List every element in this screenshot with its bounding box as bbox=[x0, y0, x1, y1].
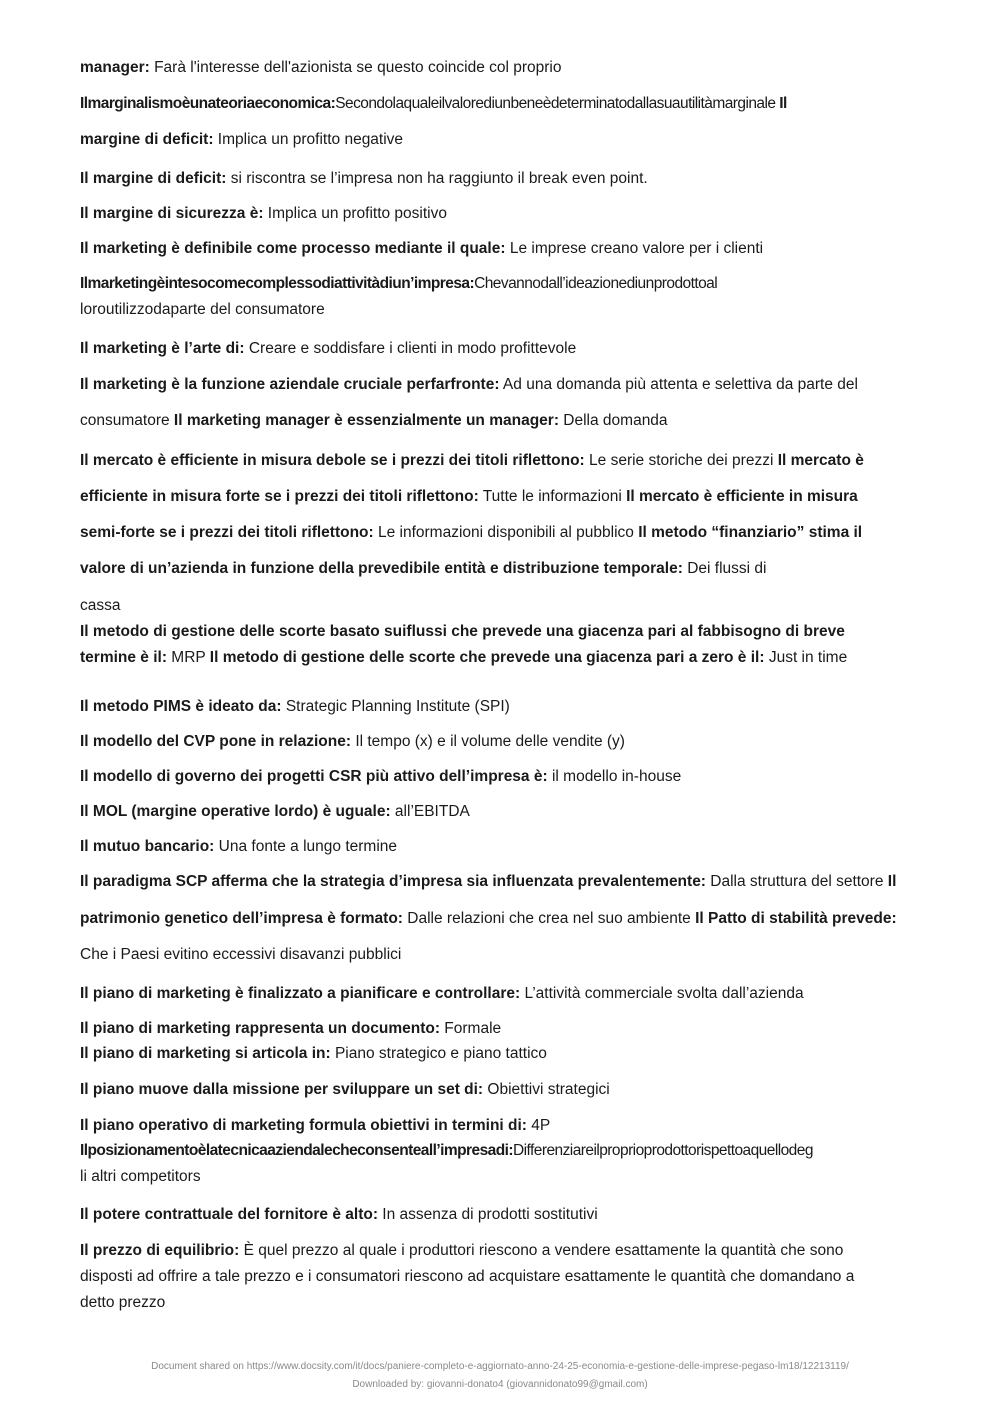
text-line bbox=[80, 1116, 920, 1136]
question-text: Il prezzo di equilibrio: bbox=[80, 1242, 240, 1259]
question-text: Il piano di marketing è finalizzato a pianificare e controllare: bbox=[80, 985, 521, 1002]
text-line bbox=[80, 622, 920, 642]
text-line bbox=[80, 1293, 920, 1313]
answer-text: Le imprese creano valore per i clienti bbox=[505, 240, 764, 257]
question-text: Il metodo di gestione delle scorte che prevede una giacenza pari a zero è il: bbox=[209, 649, 765, 666]
text-line bbox=[80, 300, 920, 320]
text-line bbox=[80, 274, 920, 294]
answer-text: Obiettivi strategici bbox=[483, 1081, 610, 1098]
question-text: Il mutuo bancario: bbox=[80, 838, 215, 855]
answer-text: detto prezzo bbox=[80, 1294, 166, 1311]
question-text: Il piano di marketing si articola in: bbox=[80, 1045, 331, 1062]
answer-text: Chevannodall’ideazionediunprodottoal bbox=[474, 275, 718, 292]
question-text: Il marketing manager è essenzialmente un manager: bbox=[173, 412, 559, 429]
answer-text: Le informazioni disponibili al pubblico bbox=[373, 524, 639, 541]
question-text: Il margine di sicurezza è: bbox=[80, 205, 264, 222]
text-line bbox=[80, 239, 920, 259]
answer-text: Dalla struttura del settore bbox=[705, 873, 888, 890]
question-text: Il modello del CVP pone in relazione: bbox=[80, 733, 352, 750]
answer-text: Implica un profitto positivo bbox=[263, 205, 447, 222]
answer-text: si riscontra se l’impresa non ha raggiunto il break even point. bbox=[226, 170, 648, 187]
question-text: patrimonio genetico dell’impresa è formato: bbox=[80, 910, 403, 927]
answer-text: loroutilizzodaparte del consumatore bbox=[80, 301, 325, 318]
text-line bbox=[80, 1044, 920, 1064]
question-text: Il potere contrattuale del fornitore è alto: bbox=[80, 1206, 378, 1223]
answer-text: Creare e soddisfare i clienti in modo profittevole bbox=[244, 340, 577, 357]
answer-text: MRP bbox=[167, 649, 210, 666]
text-line bbox=[80, 1141, 920, 1161]
question-text: Il marketing è l’arte di: bbox=[80, 340, 245, 357]
answer-text: li altri competitors bbox=[80, 1168, 201, 1185]
question-text: efficiente in misura forte se i prezzi dei titoli riflettono: bbox=[80, 488, 479, 505]
text-line bbox=[80, 767, 920, 787]
answer-text: Tutte le informazioni bbox=[478, 488, 627, 505]
answer-text: Le serie storiche dei prezzi bbox=[584, 452, 778, 469]
question-text: Ilmarketingèintesocomecomplessodiattivitàdiun’impresa: bbox=[80, 275, 475, 292]
question-text: Il piano operativo di marketing formula obiettivi in termini di: bbox=[80, 1117, 527, 1134]
question-text: Il bbox=[887, 873, 897, 890]
text-line bbox=[80, 94, 920, 114]
answer-text: Dalle relazioni che crea nel suo ambiente bbox=[402, 910, 696, 927]
text-line bbox=[80, 732, 920, 752]
question-text: Il margine di deficit: bbox=[80, 170, 227, 187]
answer-text: Piano strategico e piano tattico bbox=[330, 1045, 547, 1062]
answer-text: Una fonte a lungo termine bbox=[214, 838, 398, 855]
text-line bbox=[80, 909, 920, 929]
text-line bbox=[80, 204, 920, 224]
text-line bbox=[80, 1019, 920, 1039]
text-line bbox=[80, 872, 920, 892]
answer-text: Ad una domanda più attenta e selettiva da parte del bbox=[499, 376, 858, 393]
question-text: Il modello di governo dei progetti CSR più attivo dell’impresa è: bbox=[80, 768, 548, 785]
text-line bbox=[80, 1267, 920, 1287]
answer-text: all’EBITDA bbox=[390, 803, 470, 820]
question-text: Il mercato è efficiente in misura bbox=[626, 488, 858, 505]
text-line bbox=[80, 375, 920, 395]
text-line bbox=[80, 451, 920, 471]
question-text: Il piano di marketing rappresenta un documento: bbox=[80, 1020, 440, 1037]
question-text: Ilmarginalismoèunateoriaeconomica: bbox=[80, 95, 336, 112]
text-line bbox=[80, 984, 920, 1004]
answer-text: Just in time bbox=[764, 649, 848, 666]
text-line bbox=[80, 169, 920, 189]
text-line bbox=[80, 1080, 920, 1100]
question-text: Il mercato è bbox=[777, 452, 864, 469]
question-text: Il bbox=[779, 95, 787, 112]
answer-text: Il tempo (x) e il volume delle vendite (y) bbox=[351, 733, 625, 750]
question-text: Il Patto di stabilità prevede: bbox=[695, 910, 897, 927]
answer-text: cassa bbox=[80, 597, 121, 614]
question-text: Il paradigma SCP afferma che la strategia d’impresa sia influenzata prevalentemente: bbox=[80, 873, 706, 890]
text-line bbox=[80, 802, 920, 822]
text-line bbox=[80, 648, 920, 668]
question-text: termine è il: bbox=[80, 649, 167, 666]
answer-text: Formale bbox=[440, 1020, 502, 1037]
question-text: manager: bbox=[80, 59, 150, 76]
question-text: Il metodo PIMS è ideato da: bbox=[80, 698, 282, 715]
question-text: Ilposizionamentoèlatecnicaaziendalecheconsenteall’impresadi: bbox=[80, 1142, 514, 1159]
text-line bbox=[80, 596, 920, 616]
answer-text: In assenza di prodotti sostitutivi bbox=[377, 1206, 598, 1223]
text-line bbox=[80, 1205, 920, 1225]
answer-text: Farà l'interesse dell'azionista se questo coincide col proprio bbox=[149, 59, 562, 76]
answer-text: consumatore bbox=[80, 412, 174, 429]
answer-text: disposti ad offrire a tale prezzo e i consumatori riescono ad acquistare esattamente le quantità che domandano a bbox=[80, 1268, 855, 1285]
text-line bbox=[80, 1167, 920, 1187]
answer-text: Differenziareilproprioprodottorispettoaquellodeg bbox=[513, 1142, 813, 1159]
text-line bbox=[80, 837, 920, 857]
question-text: Il metodo di gestione delle scorte basato suiflussi che prevede una giacenza pari al fabbisogno di breve bbox=[80, 623, 845, 640]
text-line bbox=[80, 523, 920, 543]
question-text: Il piano muove dalla missione per sviluppare un set di: bbox=[80, 1081, 484, 1098]
text-line bbox=[80, 339, 920, 359]
answer-text: Secondolaqualeilvalorediunbeneèdeterminatodallasuautilitàmarginale bbox=[335, 95, 780, 112]
text-line bbox=[80, 487, 920, 507]
question-text: Il marketing è definibile come processo mediante il quale: bbox=[80, 240, 506, 257]
answer-text: L’attività commerciale svolta dall’azienda bbox=[520, 985, 804, 1002]
answer-text: Della domanda bbox=[558, 412, 668, 429]
question-text: semi-forte se i prezzi dei titoli riflettono: bbox=[80, 524, 374, 541]
footer-shared-note: Document shared on https://www.docsity.com/it/docs/paniere-completo-e-aggiornato-anno-24-25-economia-e-gestione-delle-imprese-pegaso-lm18/12213119/ bbox=[151, 1361, 849, 1372]
text-line bbox=[80, 945, 920, 965]
answer-text: Implica un profitto negative bbox=[213, 131, 404, 148]
text-line bbox=[80, 130, 920, 150]
text-line bbox=[80, 58, 920, 78]
footer-download-note: Downloaded by: giovanni-donato4 (giovannidonato99@gmail.com) bbox=[352, 1379, 648, 1390]
question-text: valore di un’azienda in funzione della prevedibile entità e distribuzione temporale: bbox=[80, 560, 683, 577]
answer-text: È quel prezzo al quale i produttori riescono a vendere esattamente la quantità che sono bbox=[239, 1242, 844, 1259]
text-line bbox=[80, 1241, 920, 1261]
answer-text: il modello in-house bbox=[547, 768, 682, 785]
answer-text: 4P bbox=[526, 1117, 551, 1134]
answer-text: Strategic Planning Institute (SPI) bbox=[281, 698, 510, 715]
text-line bbox=[80, 697, 920, 717]
answer-text: Dei flussi di bbox=[682, 560, 767, 577]
question-text: Il MOL (margine operative lordo) è uguale: bbox=[80, 803, 391, 820]
answer-text: Che i Paesi evitino eccessivi disavanzi pubblici bbox=[80, 946, 402, 963]
text-line bbox=[80, 411, 920, 431]
question-text: margine di deficit: bbox=[80, 131, 214, 148]
text-line bbox=[80, 559, 920, 579]
question-text: Il mercato è efficiente in misura debole se i prezzi dei titoli riflettono: bbox=[80, 452, 585, 469]
question-text: Il metodo “finanziario” stima il bbox=[638, 524, 863, 541]
question-text: Il marketing è la funzione aziendale cruciale perfarfronte: bbox=[80, 376, 500, 393]
